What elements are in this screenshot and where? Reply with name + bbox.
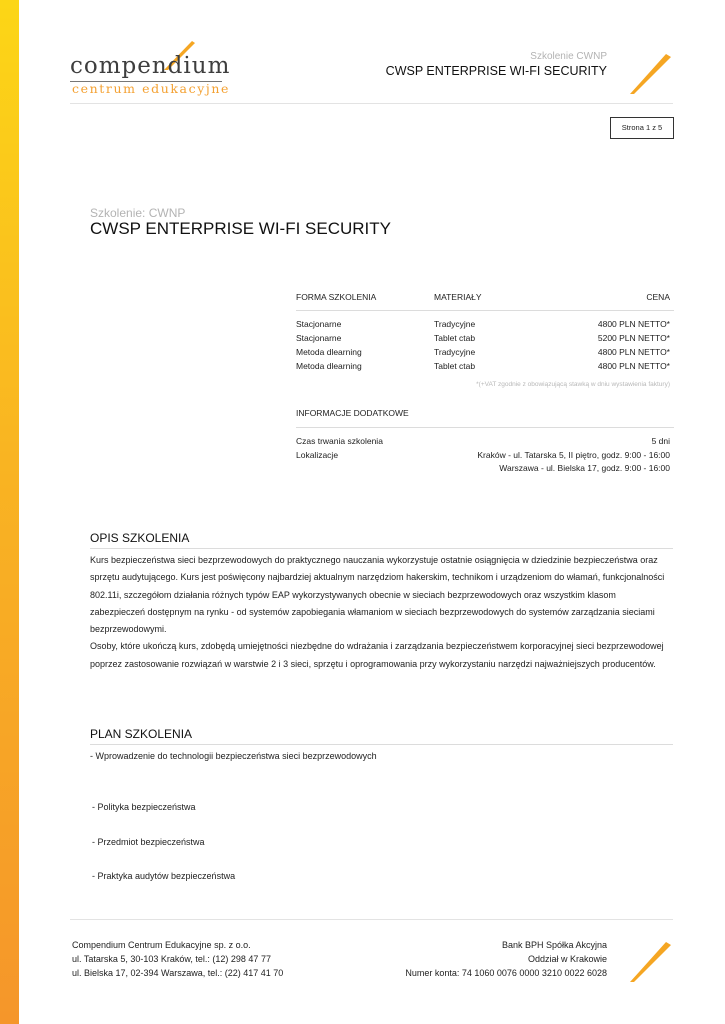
pricing-row <box>296 333 670 346</box>
footer-bank-name: Bank BPH Spółka Akcyjna <box>501 940 607 950</box>
location-krakow: Kraków - ul. Tatarska 5, II piętro, godz. 9:00 - 16:00 <box>477 450 670 460</box>
pricing-row <box>296 319 670 332</box>
vat-note: *(+VAT zgodnie z obowiązującą stawką w dniu wystawienia faktury) <box>476 381 670 388</box>
side-accent-bar <box>0 0 19 1024</box>
pricing-form: Metoda dlearning <box>296 347 362 357</box>
description-paragraph: Kurs bezpieczeństwa sieci bezprzewodowych do praktycznego nauczania wykorzystuje ostatnie osiągnięcia w dziedzinie bezpieczeństwa oraz sprzętu audytującego. Kurs jest poświęcony najbardziej aktualnym narzędziom hakerskim, technikom i urządzeniom do włamań, funkcjonalności 802.11i, szczegółom działania różnych typów EAP wykorzystywanych obecnie w sieciach bezprzewodowych oraz wszystkim klasom zabezpieczeń dostępnym na rynku - od systemów zapobiegania włamaniom w sieciach bezprzewodowych do systemów zarządzania sieciami bezprzewodowymi. <box>90 555 665 635</box>
logo-wordmark: compendium <box>70 53 231 79</box>
pricing-form: Metoda dlearning <box>296 361 362 371</box>
plan-item: - Polityka bezpieczeństwa <box>92 802 196 812</box>
pricing-form: Stacjonarne <box>296 319 342 329</box>
footer-company-name: Compendium Centrum Edukacyjne sp. z o.o. <box>72 940 251 950</box>
description-divider <box>90 548 673 549</box>
header-pen-stroke-icon <box>628 50 674 96</box>
plan-item: - Wprowadzenie do technologii bezpieczeństwa sieci bezprzewodowych <box>90 751 377 761</box>
plan-title: PLAN SZKOLENIA <box>90 727 193 741</box>
pricing-price: 5200 PLN NETTO* <box>597 333 670 343</box>
header-subtitle: Szkolenie CWNP <box>530 51 607 62</box>
footer-company-info <box>72 938 283 980</box>
pricing-price: 4800 PLN NETTO* <box>597 319 670 329</box>
info-header: INFORMACJE DODATKOWE <box>296 408 409 418</box>
pricing-form: Stacjonarne <box>296 333 342 343</box>
header-title: CWSP ENTERPRISE WI-FI SECURITY <box>385 64 607 78</box>
footer-bank-info <box>405 938 607 980</box>
plan-item: - Praktyka audytów bezpieczeństwa <box>92 871 236 881</box>
footer-pen-stroke-icon <box>628 938 674 984</box>
logo-tagline: centrum edukacyjne <box>72 81 230 96</box>
info-divider <box>296 427 674 428</box>
course-title: CWSP ENTERPRISE WI-FI SECURITY <box>90 219 391 238</box>
course-vendor: Szkolenie: CWNP <box>90 206 186 220</box>
footer-address-warszawa: ul. Bielska 17, 02-394 Warszawa, tel.: (22) 417 41 70 <box>72 968 284 978</box>
duration-value: 5 dni <box>651 436 670 446</box>
header-materials: MATERIAŁY <box>434 292 482 302</box>
footer-bank-branch: Oddział w Krakowie <box>527 954 607 964</box>
duration-label: Czas trwania szkolenia <box>296 436 383 446</box>
pricing-row <box>296 347 670 360</box>
location-label: Lokalizacje <box>296 450 339 460</box>
description-title: OPIS SZKOLENIA <box>90 531 190 545</box>
location-warszawa: Warszawa - ul. Bielska 17, godz. 9:00 - 16:00 <box>499 463 670 473</box>
header-form: FORMA SZKOLENIA <box>296 292 377 302</box>
compendium-logo <box>70 36 230 100</box>
pricing-table-divider <box>296 310 674 311</box>
pricing-price: 4800 PLN NETTO* <box>597 347 670 357</box>
pricing-materials: Tablet ctab <box>434 333 476 343</box>
pricing-materials: Tradycyjne <box>434 319 476 329</box>
pricing-materials: Tradycyjne <box>434 347 476 357</box>
plan-divider <box>90 744 673 745</box>
pricing-row <box>296 361 670 374</box>
footer-account-number: Numer konta: 74 1060 0076 0000 3210 0022 6028 <box>405 968 607 978</box>
page-indicator: Strona 1 z 5 <box>610 117 674 139</box>
description-body <box>90 552 665 673</box>
pricing-materials: Tablet ctab <box>434 361 476 371</box>
header-divider <box>70 103 673 104</box>
pricing-price: 4800 PLN NETTO* <box>597 361 670 371</box>
description-paragraph: Osoby, które ukończą kurs, zdobędą umiejętności niezbędne do wdrażania i zarządzania bezpieczeństwem korporacyjnej sieci bezprzewodowej poprzez zastosowanie rozwiązań w warstwie 2 i 3 sieci, sprzętu i oprogramowania przy wykorzystaniu narzędzi najważniejszych producentów. <box>90 641 664 669</box>
plan-item: - Przedmiot bezpieczeństwa <box>92 837 205 847</box>
footer-address-krakow: ul. Tatarska 5, 30-103 Kraków, tel.: (12) 298 47 77 <box>72 954 271 964</box>
header-price: CENA <box>646 292 670 302</box>
footer-divider <box>70 919 673 920</box>
